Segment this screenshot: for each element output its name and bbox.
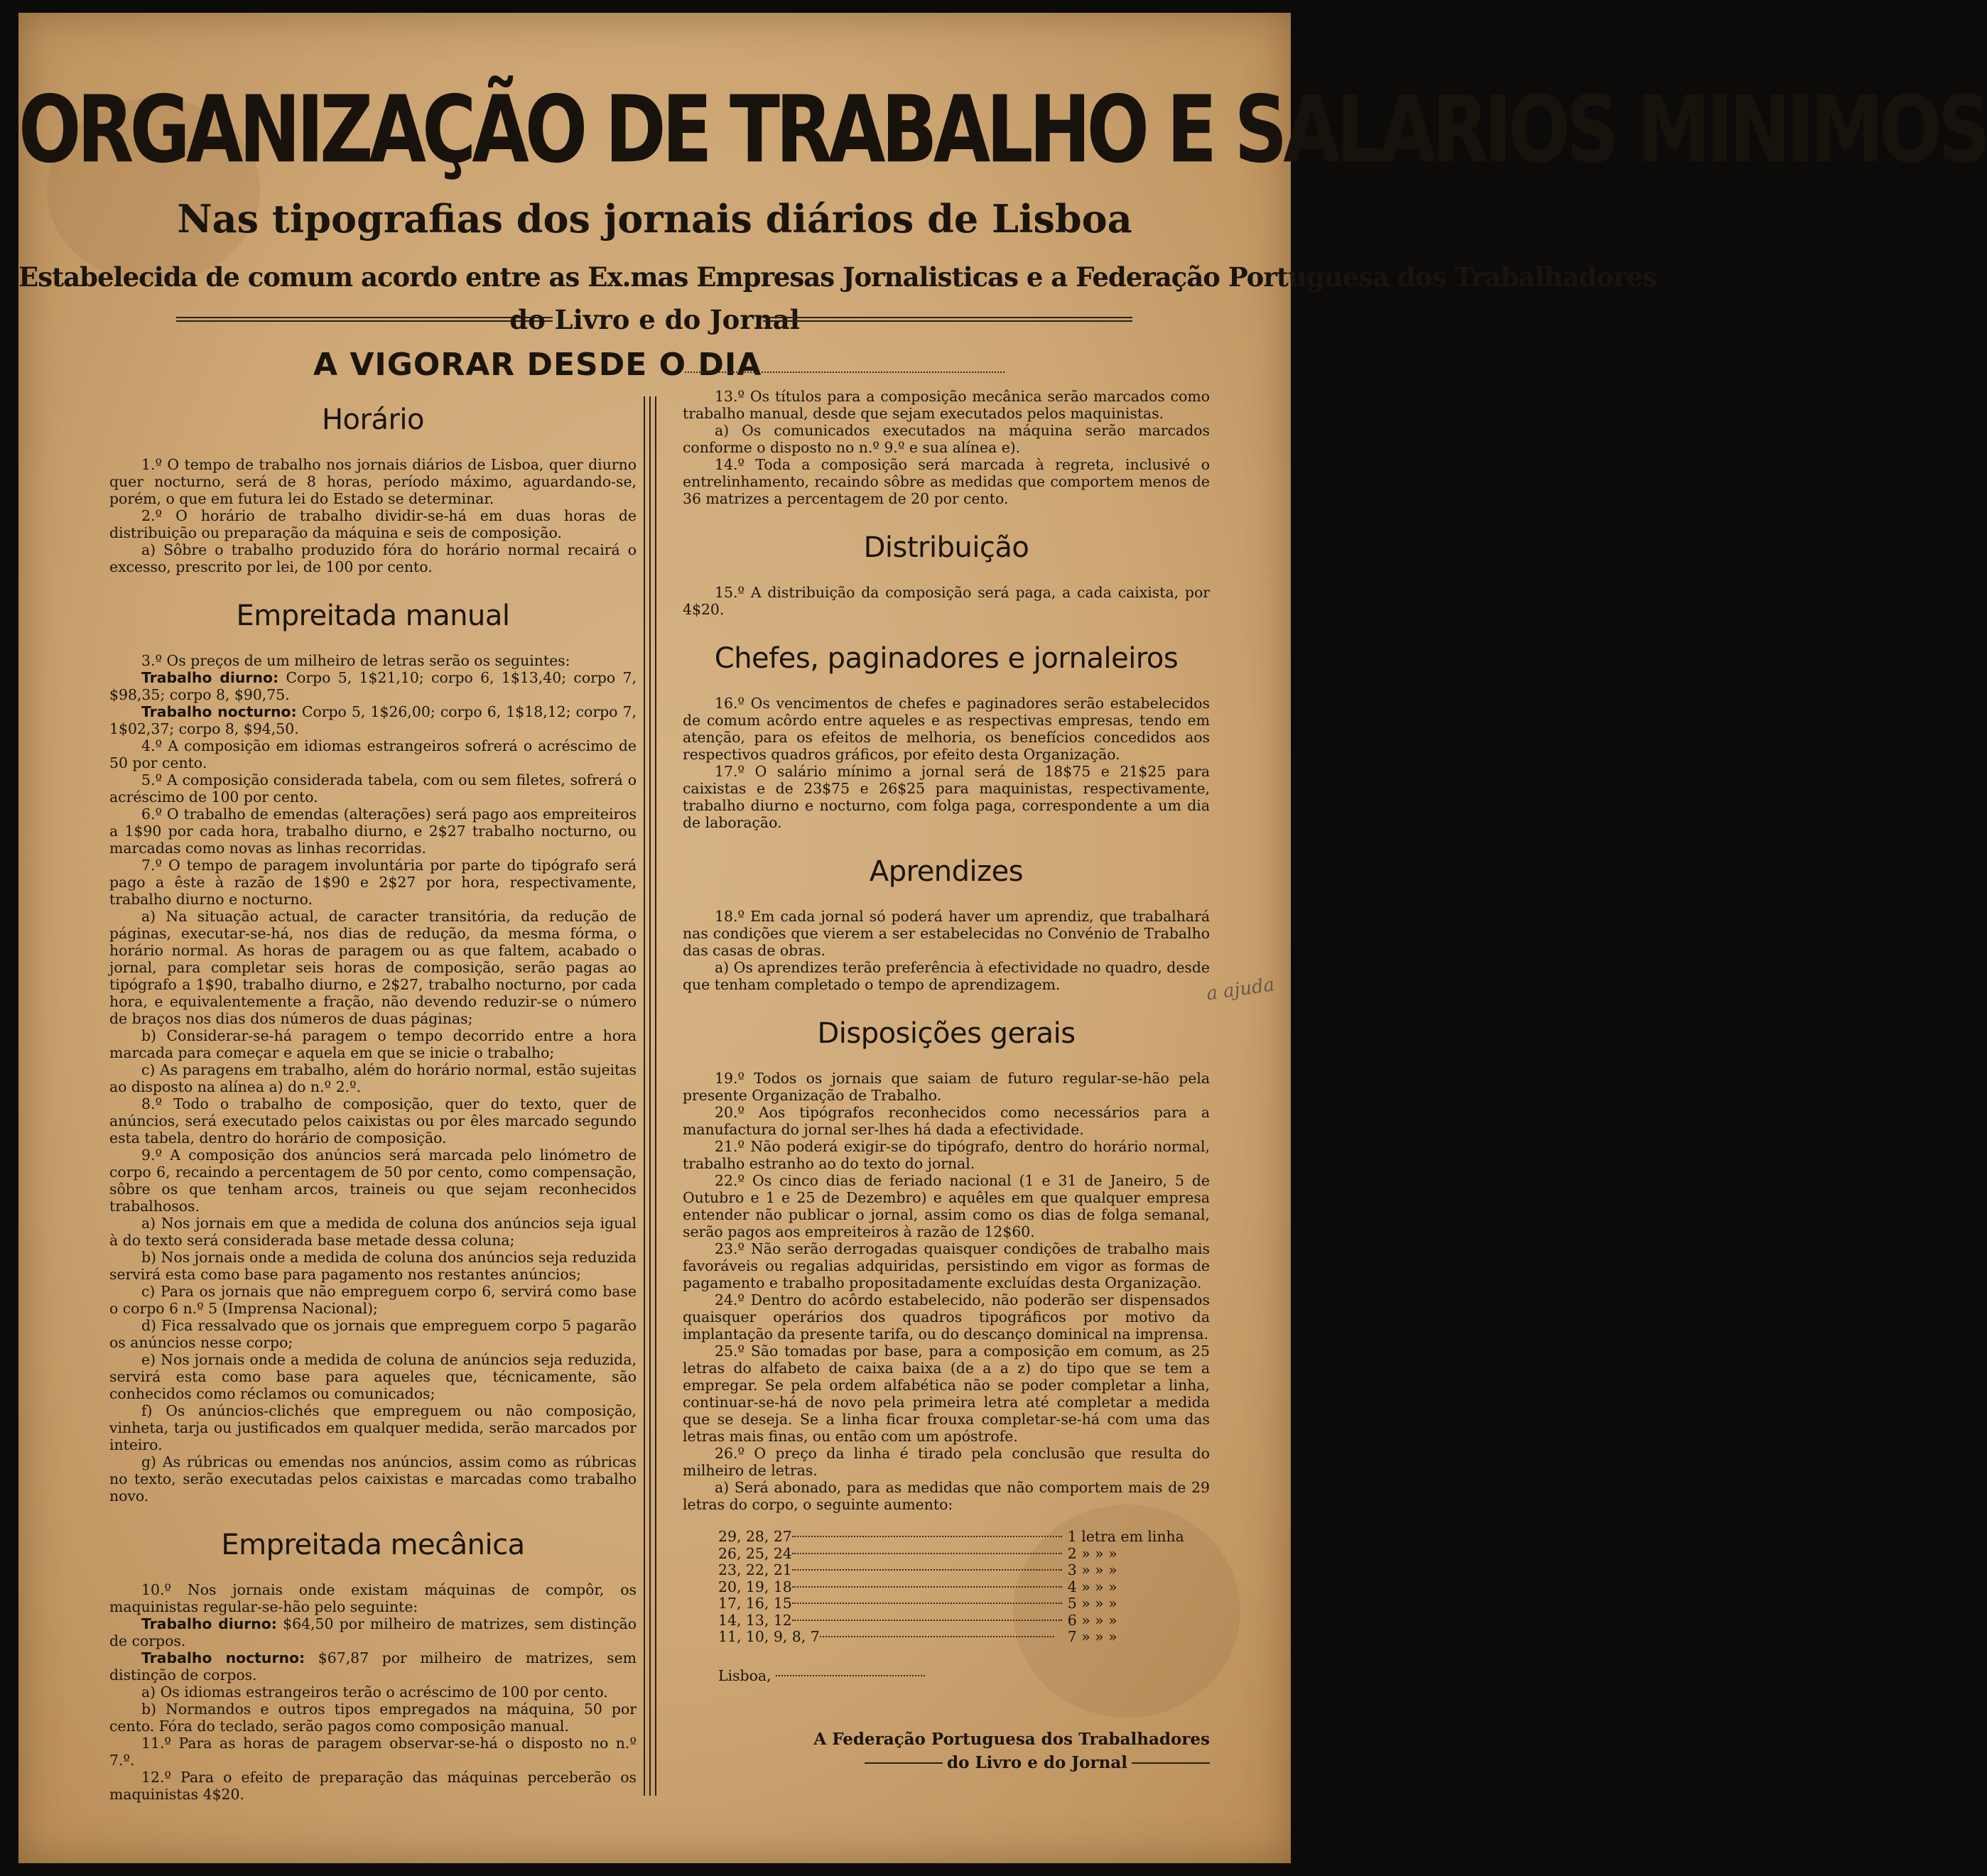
handwritten-note: a ajuda bbox=[1205, 974, 1276, 1005]
article-paragraph: e) Nos jornais onde a medida de coluna de anúncios seja reduzida, servirá esta como base para aqueles que, técnicamente, são conhecidos como réclamos ou comunicados; bbox=[109, 1351, 637, 1402]
rate-label: Trabalho nocturno: bbox=[141, 1649, 305, 1666]
horario-section bbox=[109, 456, 637, 575]
article-paragraph: a) Sôbre o trabalho produzido fóra do horário normal recairá o excesso, prescrito por lei, de 100 por cento. bbox=[109, 541, 637, 575]
manual-section bbox=[109, 652, 637, 1504]
article-paragraph: 3.º Os preços de um milheiro de letras serão os seguintes: bbox=[141, 652, 570, 669]
column-divider bbox=[655, 396, 656, 1796]
body-sizes: 17, 16, 15 bbox=[718, 1595, 1062, 1612]
poster-subtitle: Nas tipografias dos jornais diários de Lisboa bbox=[177, 196, 1132, 242]
table-row bbox=[718, 1579, 1184, 1596]
section-heading-chefes: Chefes, paginadores e jornaleiros bbox=[714, 642, 1179, 675]
article-paragraph: a) Os idiomas estrangeiros terão o acréscimo de 100 por cento. bbox=[141, 1683, 608, 1701]
increase-amount: 6 » » » bbox=[1067, 1611, 1117, 1629]
body-sizes: 26, 25, 24 bbox=[718, 1546, 1062, 1563]
article-paragraph: 7.º O tempo de paragem involuntária por parte do tipógrafo será pago a êste à razão de 1$90 e 2$27 por hora, respectivamente, trabalho diurno e nocturno. bbox=[109, 857, 637, 908]
section-heading-gerais: Disposições gerais bbox=[817, 1017, 1076, 1050]
rate-label: Trabalho diurno: bbox=[141, 669, 279, 686]
article-paragraph: 21.º Não poderá exigir-se do tipógrafo, dentro do horário normal, trabalho estranho ao do texto do jornal. bbox=[683, 1138, 1210, 1172]
article-paragraph: 22.º Os cinco dias de feriado nacional (1 e 31 de Janeiro, 5 de Outubro e 1 e 25 de Dezembro) e aquêles em que qualquer empresa entender não publicar o jornal, assim como os dias de folga semanal, serão pagos aos empreiteiros à razão de 12$60. bbox=[683, 1172, 1210, 1240]
signature-line-2 bbox=[683, 1753, 1210, 1772]
right-column bbox=[683, 388, 1210, 1772]
article-paragraph: 23.º Não serão derrogadas quaisquer condições de trabalho mais favoráveis ou regalias adquiridas, persistindo em vigor as formas de pagamento e trabalho propositadamente excluídas desta Organização. bbox=[683, 1240, 1210, 1291]
table-row bbox=[718, 1562, 1184, 1579]
article-paragraph: 25.º São tomadas por base, para a composição em comum, as 25 letras do alfabeto de caixa baixa (de a a z) do tipo que se tem a empregar. Se pela ordem alfabética não se poder completar a linha, continuar-se-há de novo pela primeira letra até completar a medida que se deseja. Se a linha ficar frouxa completar-se-há com uma das letras mais finas, ou então com um apóstrofe. bbox=[683, 1343, 1210, 1445]
signature-dash bbox=[865, 1762, 943, 1764]
column-divider bbox=[649, 396, 651, 1796]
rate-line-nocturno bbox=[109, 1649, 637, 1683]
effective-date-label: A VIGORAR DESDE O DIA bbox=[313, 347, 762, 383]
article-paragraph: 4.º A composição em idiomas estrangeiros sofrerá o acréscimo de 50 por cento. bbox=[109, 737, 637, 771]
mecanica-section bbox=[109, 1581, 637, 1803]
increase-amount: 3 » » » bbox=[1067, 1561, 1117, 1578]
table-row bbox=[718, 1529, 1184, 1546]
signature-line-1: A Federação Portuguesa dos Trabalhadores bbox=[813, 1729, 1210, 1749]
rate-values: $67,87 por milheiro de matrizes, sem distinção de corpos. bbox=[109, 1649, 637, 1683]
mecanica-continued bbox=[683, 388, 1210, 507]
article-paragraph: b) Normandos e outros tipos empregados na máquina, 50 por cento. Fóra do teclado, serão pagos como composição manual. bbox=[109, 1701, 637, 1735]
article-paragraph: 12.º Para o efeito de preparação das máquinas perceberão os maquinistas 4$20. bbox=[109, 1769, 637, 1803]
rate-line-nocturno bbox=[109, 703, 637, 737]
section-heading-manual: Empreitada manual bbox=[236, 600, 510, 632]
section-heading-distribuicao: Distribuição bbox=[863, 531, 1029, 564]
article-paragraph: 17.º O salário mínimo a jornal será de 18$75 e 21$25 para caixistas e de 23$75 e 26$25 para maquinistas, respectivamente, trabalho diurno e nocturno, com folga paga, correspondente a um dia de laboração. bbox=[683, 763, 1210, 831]
body-sizes: 20, 19, 18 bbox=[718, 1579, 1062, 1596]
article-paragraph: 5.º A composição considerada tabela, com ou sem filetes, sofrerá o acréscimo de 100 por cento. bbox=[109, 771, 637, 806]
left-column bbox=[109, 388, 637, 1803]
article-paragraph: a) Os aprendizes terão preferência à efectividade no quadro, desde que tenham completado o tempo de aprendizagem. bbox=[683, 959, 1210, 993]
signature-text: do Livro e do Jornal bbox=[947, 1752, 1127, 1772]
article-paragraph: 8.º Todo o trabalho de composição, quer do texto, quer de anúncios, será executado pelos caixistas ou por êles marcado segundo esta tabela, dentro do horário de composição. bbox=[109, 1095, 637, 1146]
body-sizes: 29, 28, 27 bbox=[718, 1529, 1062, 1546]
rate-values: Corpo 5, 1$26,00; corpo 6, 1$18,12; corpo 7, 1$02,37; corpo 8, $94,50. bbox=[109, 703, 637, 737]
rate-label: Trabalho diurno: bbox=[141, 1615, 277, 1632]
effective-date-blank bbox=[685, 372, 1005, 373]
article-paragraph: 19.º Todos os jornais que saiam de futuro regular-se-hão pela presente Organização de Trabalho. bbox=[683, 1070, 1210, 1104]
article-paragraph: a) Nos jornais em que a medida de coluna dos anúncios seja igual à do texto será considerada base metade dessa coluna; bbox=[109, 1215, 637, 1249]
article-paragraph: 20.º Aos tipógrafos reconhecidos como necessários para a manufactura do jornal ser-lhes há dada a efectividade. bbox=[683, 1104, 1210, 1138]
increase-amount: 2 » » » bbox=[1067, 1544, 1117, 1562]
column-divider bbox=[644, 396, 645, 1796]
increase-amount: 1 letra em linha bbox=[1067, 1528, 1184, 1545]
article-paragraph: b) Considerar-se-há paragem o tempo decorrido entre a hora marcada para começar e aquela em que se inicie o trabalho; bbox=[109, 1027, 637, 1061]
table-row bbox=[718, 1595, 1184, 1612]
rate-line-diurno bbox=[109, 1615, 637, 1649]
date-blank bbox=[776, 1675, 925, 1676]
article-paragraph: a) Será abonado, para as medidas que não comportem mais de 29 letras do corpo, o seguinte aumento: bbox=[683, 1479, 1210, 1513]
body-sizes: 11, 10, 9, 8, 7 bbox=[718, 1629, 1062, 1646]
place-label: Lisboa, bbox=[718, 1666, 771, 1684]
article-paragraph: a) Os comunicados executados na máquina serão marcados conforme o disposto no n.º 9.º e sua alínea e). bbox=[683, 422, 1210, 456]
article-paragraph: 14.º Toda a composição será marcada à regreta, inclusivé o entrelinhamento, recaindo sôbre as medidas que comportem menos de 36 matrizes a percentagem de 20 por cento. bbox=[683, 456, 1210, 507]
rate-values: Corpo 5, 1$21,10; corpo 6, 1$13,40; corpo 7, $98,35; corpo 8, $90,75. bbox=[109, 669, 637, 703]
article-paragraph: b) Nos jornais onde a medida de coluna dos anúncios seja reduzida servirá esta como base para pagamento nos restantes anúncios; bbox=[109, 1249, 637, 1283]
article-paragraph: 26.º O preço da linha é tirado pela conclusão que resulta do milheiro de letras. bbox=[683, 1445, 1210, 1479]
rate-values: $64,50 por milheiro de matrizes, sem distinção de corpos. bbox=[109, 1615, 637, 1649]
decorative-rule-right bbox=[763, 317, 1132, 322]
article-paragraph: 16.º Os vencimentos de chefes e paginadores serão estabelecidos de comum acôrdo entre aqueles e as respectivas empresas, tendo em atenção, para os efeitos de melhoria, os benefícios concedidos aos respectivos quadros gráficos, por efeito desta Organização. bbox=[683, 695, 1210, 763]
table-row bbox=[718, 1629, 1184, 1646]
article-paragraph: 15.º A distribuição da composição será paga, a cada caixista, por 4$20. bbox=[683, 584, 1210, 618]
article-paragraph: 2.º O horário de trabalho dividir-se-há em duas horas de distribuição ou preparação da máquina e seis de composição. bbox=[109, 507, 637, 541]
article-paragraph: 18.º Em cada jornal só poderá haver um aprendiz, que trabalhará nas condições que vierem a ser estabelecidas no Convénio de Trabalho das casas de obras. bbox=[683, 908, 1210, 959]
body-sizes: 23, 22, 21 bbox=[718, 1562, 1062, 1579]
table-row bbox=[718, 1546, 1184, 1563]
article-paragraph: 9.º A composição dos anúncios será marcada pelo linómetro de corpo 6, recaindo a percentagem de 50 por cento, como compensação, sôbre os que tenham arcos, traineis ou que sejam reconhecidos trabalhosos. bbox=[109, 1146, 637, 1215]
signature-dash bbox=[1132, 1762, 1210, 1764]
body-sizes: 14, 13, 12 bbox=[718, 1612, 1062, 1630]
article-paragraph: 11.º Para as horas de paragem observar-se-há o disposto no n.º 7.º. bbox=[109, 1735, 637, 1769]
poster-title: ORGANIZAÇÃO DE TRABALHO E SALARIOS MINIMOS bbox=[18, 75, 1987, 184]
article-paragraph: c) As paragens em trabalho, além do horário normal, estão sujeitas ao disposto na alínea a) do n.º 2.º. bbox=[109, 1061, 637, 1095]
article-paragraph: f) Os anúncios-clichés que empreguem ou não composição, vinheta, tarja ou justificados em qualquer medida, serão marcados por inteiro. bbox=[109, 1402, 637, 1453]
article-paragraph: 10.º Nos jornais onde existam máquinas de compôr, os maquinistas regular-se-hão pelo seguinte: bbox=[109, 1581, 637, 1615]
table-row bbox=[718, 1612, 1184, 1630]
agreement-line-1: Estabelecida de comum acordo entre as Ex.mas Empresas Jornalisticas e a Federação Portuguesa dos Trabalhadores bbox=[18, 261, 1657, 293]
rate-label: Trabalho nocturno: bbox=[141, 703, 297, 720]
increase-amount: 7 » » » bbox=[1067, 1628, 1117, 1645]
section-heading-mecanica: Empreitada mecânica bbox=[221, 1529, 525, 1561]
article-paragraph: 24.º Dentro do acôrdo estabelecido, não poderão ser dispensados quaisquer operários dos quadros tipográficos por motivo da implantação da presente tarifa, ou do descanço dominical na imprensa. bbox=[683, 1291, 1210, 1343]
section-heading-horario: Horário bbox=[321, 403, 425, 436]
agreement-line-2: do Livro e do Jornal bbox=[509, 304, 800, 335]
rate-line-diurno bbox=[109, 669, 637, 703]
article-paragraph: g) As rúbricas ou emendas nos anúncios, assim como as rúbricas no texto, serão executadas pelos caixistas e marcadas como trabalho novo. bbox=[109, 1453, 637, 1504]
increase-amount: 5 » » » bbox=[1067, 1595, 1117, 1612]
place-date-line bbox=[718, 1667, 1210, 1684]
article-paragraph: 13.º Os títulos para a composição mecânica serão marcados como trabalho manual, desde que sejam executados pelos maquinistas. bbox=[683, 388, 1210, 422]
increase-amount: 4 » » » bbox=[1067, 1578, 1117, 1595]
article-paragraph: d) Fica ressalvado que os jornais que empreguem corpo 5 pagarão os anúncios nesse corpo; bbox=[109, 1317, 637, 1351]
article-paragraph: 1.º O tempo de trabalho nos jornais diários de Lisboa, quer diurno quer nocturno, será de 8 horas, período máximo, aguardando-se, porém, o que em futura lei do Estado se determinar. bbox=[109, 456, 637, 507]
article-paragraph: c) Para os jornais que não empreguem corpo 6, servirá como base o corpo 6 n.º 5 (Imprensa Nacional); bbox=[109, 1283, 637, 1317]
line-increase-table bbox=[718, 1529, 1184, 1646]
article-paragraph: a) Na situação actual, de caracter transitória, da redução de páginas, executar-se-há, nos dias de redução, da mesma fórma, o horário normal. As horas de paragem ou as que faltem, acabado o jornal, para completar seis horas de composição, serão pagas ao tipógrafo a 1$90, trabalho diurno, e 2$27, trabalho nocturno, por cada hora, e equivalentemente a fração, não devendo reduzir-se o número de braços nos dias dos números de duas páginas; bbox=[109, 908, 637, 1027]
article-paragraph: 6.º O trabalho de emendas (alterações) será pago aos empreiteiros a 1$90 por cada hora, trabalho diurno, e 2$27 trabalho nocturno, ou marcadas como novas as linhas recorridas. bbox=[109, 806, 637, 857]
poster-sheet bbox=[18, 13, 1987, 1863]
section-heading-aprendizes: Aprendizes bbox=[869, 855, 1024, 888]
